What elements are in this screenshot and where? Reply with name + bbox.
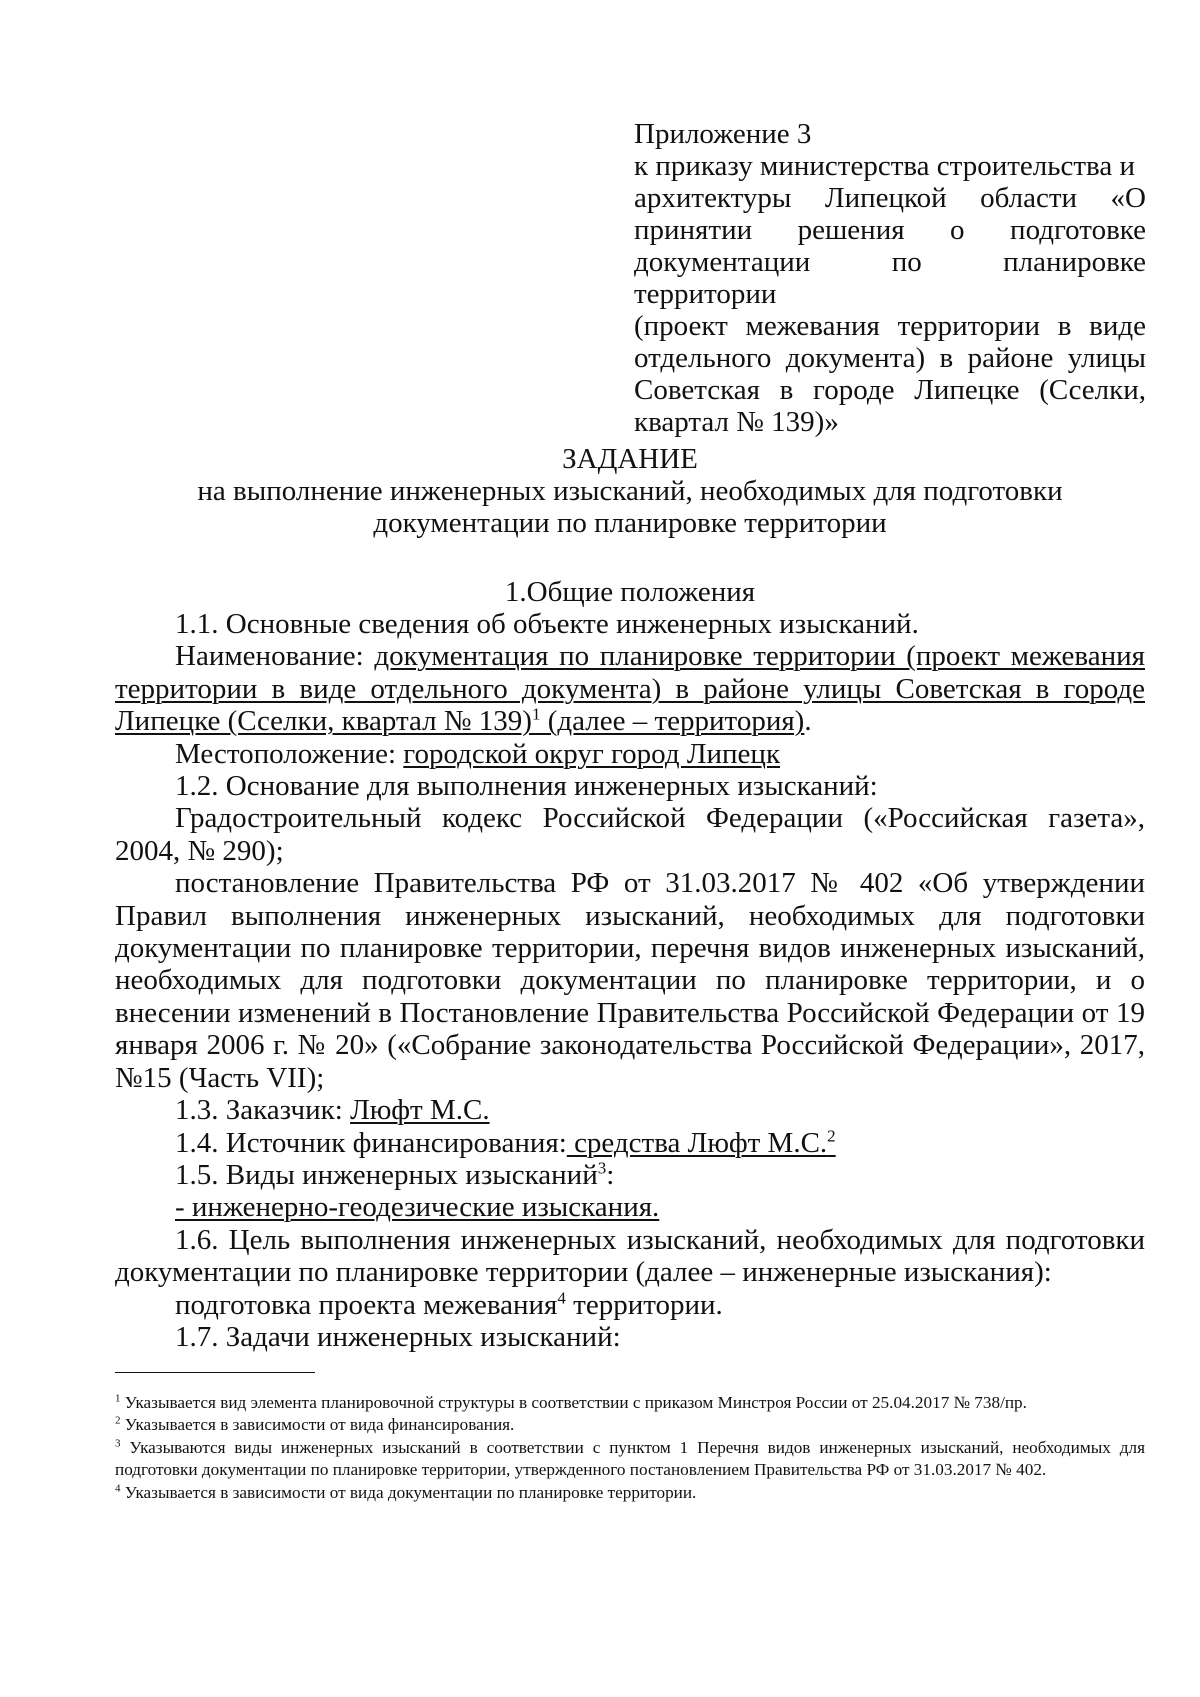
footnote-text: Указываются виды инженерных изысканий в соответствии с пунктом 1 Перечня видов инженерных изысканий, необходимых для подготовки документации по планировке территории, утвержденного постановлением Правительства РФ от 31.03.2017 № 402. (115, 1437, 1145, 1480)
section-heading: 1.Общие положения (504, 576, 756, 608)
footnote-mark: 4 (115, 1481, 121, 1494)
footnote-separator (115, 1372, 315, 1373)
customer-label: 1.3. Заказчик: (175, 1094, 351, 1127)
goal-value-a: подготовка проекта межевания (175, 1288, 558, 1321)
name-end: . (804, 705, 812, 738)
paragraph-tasks: 1.7. Задачи инженерных изысканий: (175, 1320, 621, 1353)
paragraph-customer (115, 1094, 1145, 1126)
types-colon: : (606, 1158, 615, 1191)
footnote-1 (115, 1392, 1145, 1414)
annex-line: принятии решения о подготовке (634, 214, 1146, 246)
footnote-ref-3: 3 (597, 1158, 607, 1178)
footnote-4 (115, 1482, 1145, 1504)
annex-line: документации по планировке территории (634, 246, 1146, 310)
basis-item-1: Градостроительный кодекс Российской Федерации («Российская газета», 2004, № 290); (115, 802, 1145, 867)
document-subtitle-line: на выполнение инженерных изысканий, необходимых для подготовки (197, 475, 1063, 507)
footnote-3 (115, 1437, 1145, 1482)
funding-label: 1.4. Источник финансирования: (175, 1126, 567, 1159)
footnote-text: Указывается вид элемента планировочной структуры в соответствии с приказом Минстроя России от 25.04.2017 № 738/пр. (120, 1393, 1027, 1412)
funding-value-text: средства Люфт М.С. (566, 1126, 828, 1159)
footnotes (115, 1392, 1145, 1504)
name-label: Наименование: (175, 640, 375, 673)
paragraph-1-1: 1.1. Основные сведения об объекте инженерных изысканий. (175, 608, 919, 640)
footnote-mark: 2 (115, 1414, 121, 1427)
footnote-ref-1: 1 (531, 704, 541, 724)
annex-line: архитектуры Липецкой области «О (634, 182, 1146, 214)
annex-line: отдельного документа) в районе улицы (634, 342, 1146, 374)
types-label: 1.5. Виды инженерных изысканий (175, 1158, 598, 1191)
paragraph-1-2: 1.2. Основание для выполнения инженерных изысканий: (175, 770, 878, 803)
document-title: ЗАДАНИЕ (562, 443, 698, 475)
paragraph-funding (115, 1127, 1145, 1159)
funding-value (567, 1127, 836, 1159)
annex-line: (проект межевания территории в виде (634, 310, 1146, 342)
goal-value-b: территории. (565, 1288, 723, 1321)
annex-line: квартал № 139)» (634, 406, 839, 438)
customer-value: Люфт М.С. (350, 1094, 490, 1127)
name-value-text: документация по планировке территории (проект межевания территории в виде отдельного документа) в районе улицы Советская в городе Липецке (Сселки, квартал № 139) (115, 640, 1145, 738)
paragraph-goal: 1.6. Цель выполнения инженерных изысканий, необходимых для подготовки документации по планировке территории (далее – инженерные изыскания): (115, 1223, 1145, 1289)
footnote-mark: 3 (115, 1437, 121, 1450)
types-value: - инженерно-геодезические изыскания. (175, 1191, 660, 1224)
section-body (115, 608, 1145, 1353)
footnote-text: Указывается в зависимости от вида документации по планировке территории. (120, 1482, 697, 1502)
location-value: городской округ город Липецк (403, 737, 781, 770)
annex-line: Советская в городе Липецке (Сселки, (634, 374, 1146, 406)
footnote-text: Указывается в зависимости от вида финансирования. (120, 1415, 515, 1435)
paragraph-types-value (115, 1191, 1145, 1223)
paragraph-name (115, 640, 1145, 737)
document-title-block (115, 443, 1145, 539)
footnote-2 (115, 1414, 1145, 1436)
annex-line: к приказу министерства строительства и (634, 150, 1135, 182)
paragraph-types (115, 1159, 1145, 1191)
basis-item-2: постановление Правительства РФ от 31.03.2017 № 402 «Об утверждении Правил выполнения инженерных изысканий, необходимых для подготовки документации по планировке территории, перечня видов инженерных изысканий, необходимых для подготовки документации по планировке территории, и о внесении изменений в Постановление Правительства Российской Федерации от 19 января 2006 г. № 20» («Собрание законодательства Российской Федерации», 2017, №15 (Часть VII); (115, 867, 1145, 1094)
location-label: Местоположение: (175, 737, 404, 770)
footnote-ref-4: 4 (557, 1287, 566, 1307)
footnote-mark: 1 (115, 1392, 121, 1405)
paragraph-location (115, 738, 1145, 770)
document-subtitle-line: документации по планировке территории (373, 507, 887, 539)
annex-line: Приложение 3 (634, 118, 812, 150)
paragraph-goal-value (115, 1289, 1145, 1321)
annex-header (634, 118, 1146, 438)
footnote-ref-2: 2 (827, 1125, 836, 1145)
name-value-tail: (далее – территория) (540, 705, 805, 738)
